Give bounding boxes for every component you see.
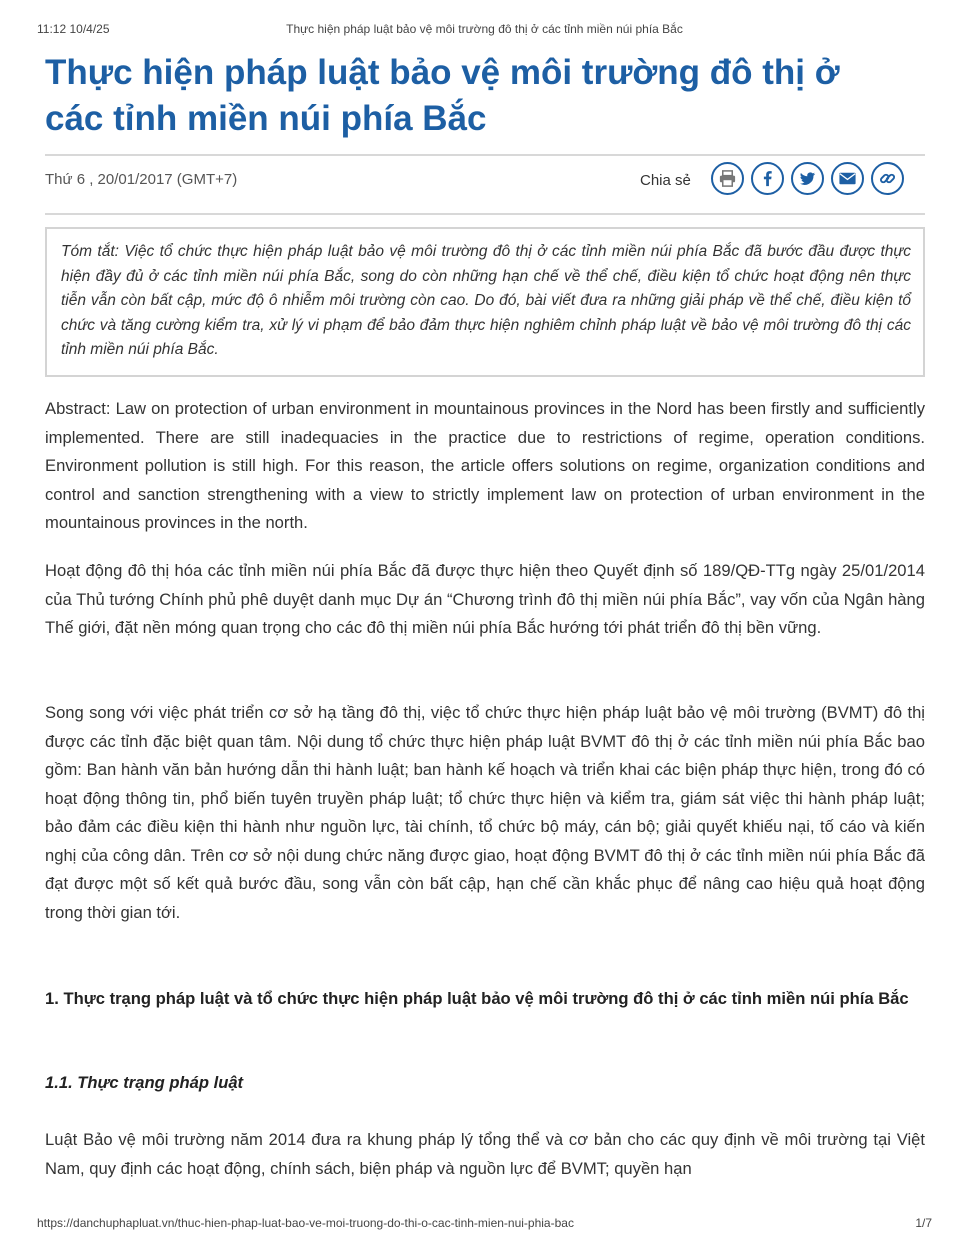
summary-box: Tóm tắt: Việc tổ chức thực hiện pháp luật bảo vệ môi trường đô thị ở các tỉnh miền núi phía Bắc đã bước đầu được thực hiện đầy đủ ở các tỉnh miền núi phía Bắc, song do còn những hạn chế về thể chế, điều kiện tổ chức hoạt động nên thực tiễn vẫn còn bất cập, mức độ ô nhiễm môi trường còn cao. Do đó, bài viết đưa ra những giải pháp về thể chế, điều kiện tổ chức và tăng cường kiểm tra, xử lý vi phạm để bảo đảm thực hiện nghiêm chỉnh pháp luật về bảo vệ môi trường đô thị các tỉnh miền núi phía Bắc.	[45, 227, 925, 377]
share-toolbar	[711, 162, 904, 195]
copy-link-icon	[878, 169, 897, 188]
print-header	[37, 22, 932, 38]
facebook-icon	[758, 169, 777, 188]
article-title: Thực hiện pháp luật bảo vệ môi trường đô thị ở các tỉnh miền núi phía Bắc	[45, 53, 840, 138]
share-label: Chia sẻ	[640, 172, 691, 189]
article-date: Thứ 6 , 20/01/2017 (GMT+7)	[45, 171, 238, 188]
print-icon	[718, 169, 737, 188]
page-number: 1/7	[915, 1216, 932, 1230]
facebook-share-button[interactable]	[751, 162, 784, 195]
body-paragraph-2: Song song với việc phát triển cơ sở hạ tầng đô thị, việc tổ chức thực hiện pháp luật bảo vệ môi trường (BVMT) đô thị được các tỉnh đặc biệt quan tâm. Nội dung tổ chức thực hiện pháp luật BVMT đô thị ở các tỉnh miền núi phía Bắc bao gồm: Ban hành văn bản hướng dẫn thi hành luật; ban hành kế hoạch và triển khai các biện pháp thực hiện, trong đó có hoạt động thông tin, phổ biến tuyên truyền pháp luật; tổ chức thực hiện và kiểm tra, giám sát việc thi hành pháp luật; bảo đảm các điều kiện thi hành như nguồn lực, tài chính, tổ chức bộ máy, cán bộ; giải quyết khiếu nại, tố cáo và kiến nghị của công dân. Trên cơ sở nội dung chức năng được giao, hoạt động BVMT đô thị ở các tỉnh miền núi phía Bắc đã đạt được một số kết quả bước đầu, song vẫn còn bất cập, hạn chế cần khắc phục để nâng cao hiệu quả hoạt động trong thời gian tới.	[45, 703, 925, 922]
print-footer	[37, 1216, 932, 1232]
print-timestamp: 11:12 10/4/25	[37, 22, 110, 36]
email-icon	[838, 169, 857, 188]
section-heading-1: 1. Thực trạng pháp luật và tổ chức thực hiện pháp luật bảo vệ môi trường đô thị ở các tỉnh miền núi phía Bắc	[45, 989, 909, 1008]
email-share-button[interactable]	[831, 162, 864, 195]
abstract-paragraph: Abstract: Law on protection of urban environment in mountainous provinces in the Nord has been firstly and sufficiently implemented. There are still inadequacies in the practice due to restrictions of regime, operation conditions. Environment pollution is still high. For this reason, the article offers solutions on regime, organization conditions and control and sanction strengthening with a view to strictly implement law on protection of urban environment in the mountainous provinces in the north.	[45, 399, 925, 532]
body-paragraph-3: Luật Bảo vệ môi trường năm 2014 đưa ra khung pháp lý tổng thể và cơ bản cho các quy định về môi trường tại Việt Nam, quy định các hoạt động, chính sách, biện pháp và nguồn lực để BVMT; quyền hạn	[45, 1130, 925, 1178]
subsection-heading-1-1: 1.1. Thực trạng pháp luật	[45, 1073, 244, 1092]
print-button[interactable]	[711, 162, 744, 195]
twitter-icon	[798, 169, 817, 188]
copy-link-button[interactable]	[871, 162, 904, 195]
body-paragraph-1: Hoạt động đô thị hóa các tỉnh miền núi phía Bắc đã được thực hiện theo Quyết định số 189/QĐ-TTg ngày 25/01/2014 của Thủ tướng Chính phủ phê duyệt danh mục Dự án “Chương trình đô thị miền núi phía Bắc”, vay vốn của Ngân hàng Thế giới, đặt nền móng quan trọng cho các đô thị miền núi phía Bắc hướng tới phát triển đô thị bền vững.	[45, 561, 925, 637]
print-page-title: Thực hiện pháp luật bảo vệ môi trường đô thị ở các tỉnh miền núi phía Bắc	[286, 22, 683, 36]
meta-divider	[45, 213, 925, 215]
twitter-share-button[interactable]	[791, 162, 824, 195]
print-url: https://danchuphapluat.vn/thuc-hien-phap-luat-bao-ve-moi-truong-do-thi-o-cac-tinh-mien-nui-phia-bac	[37, 1216, 574, 1230]
title-divider	[45, 154, 925, 156]
